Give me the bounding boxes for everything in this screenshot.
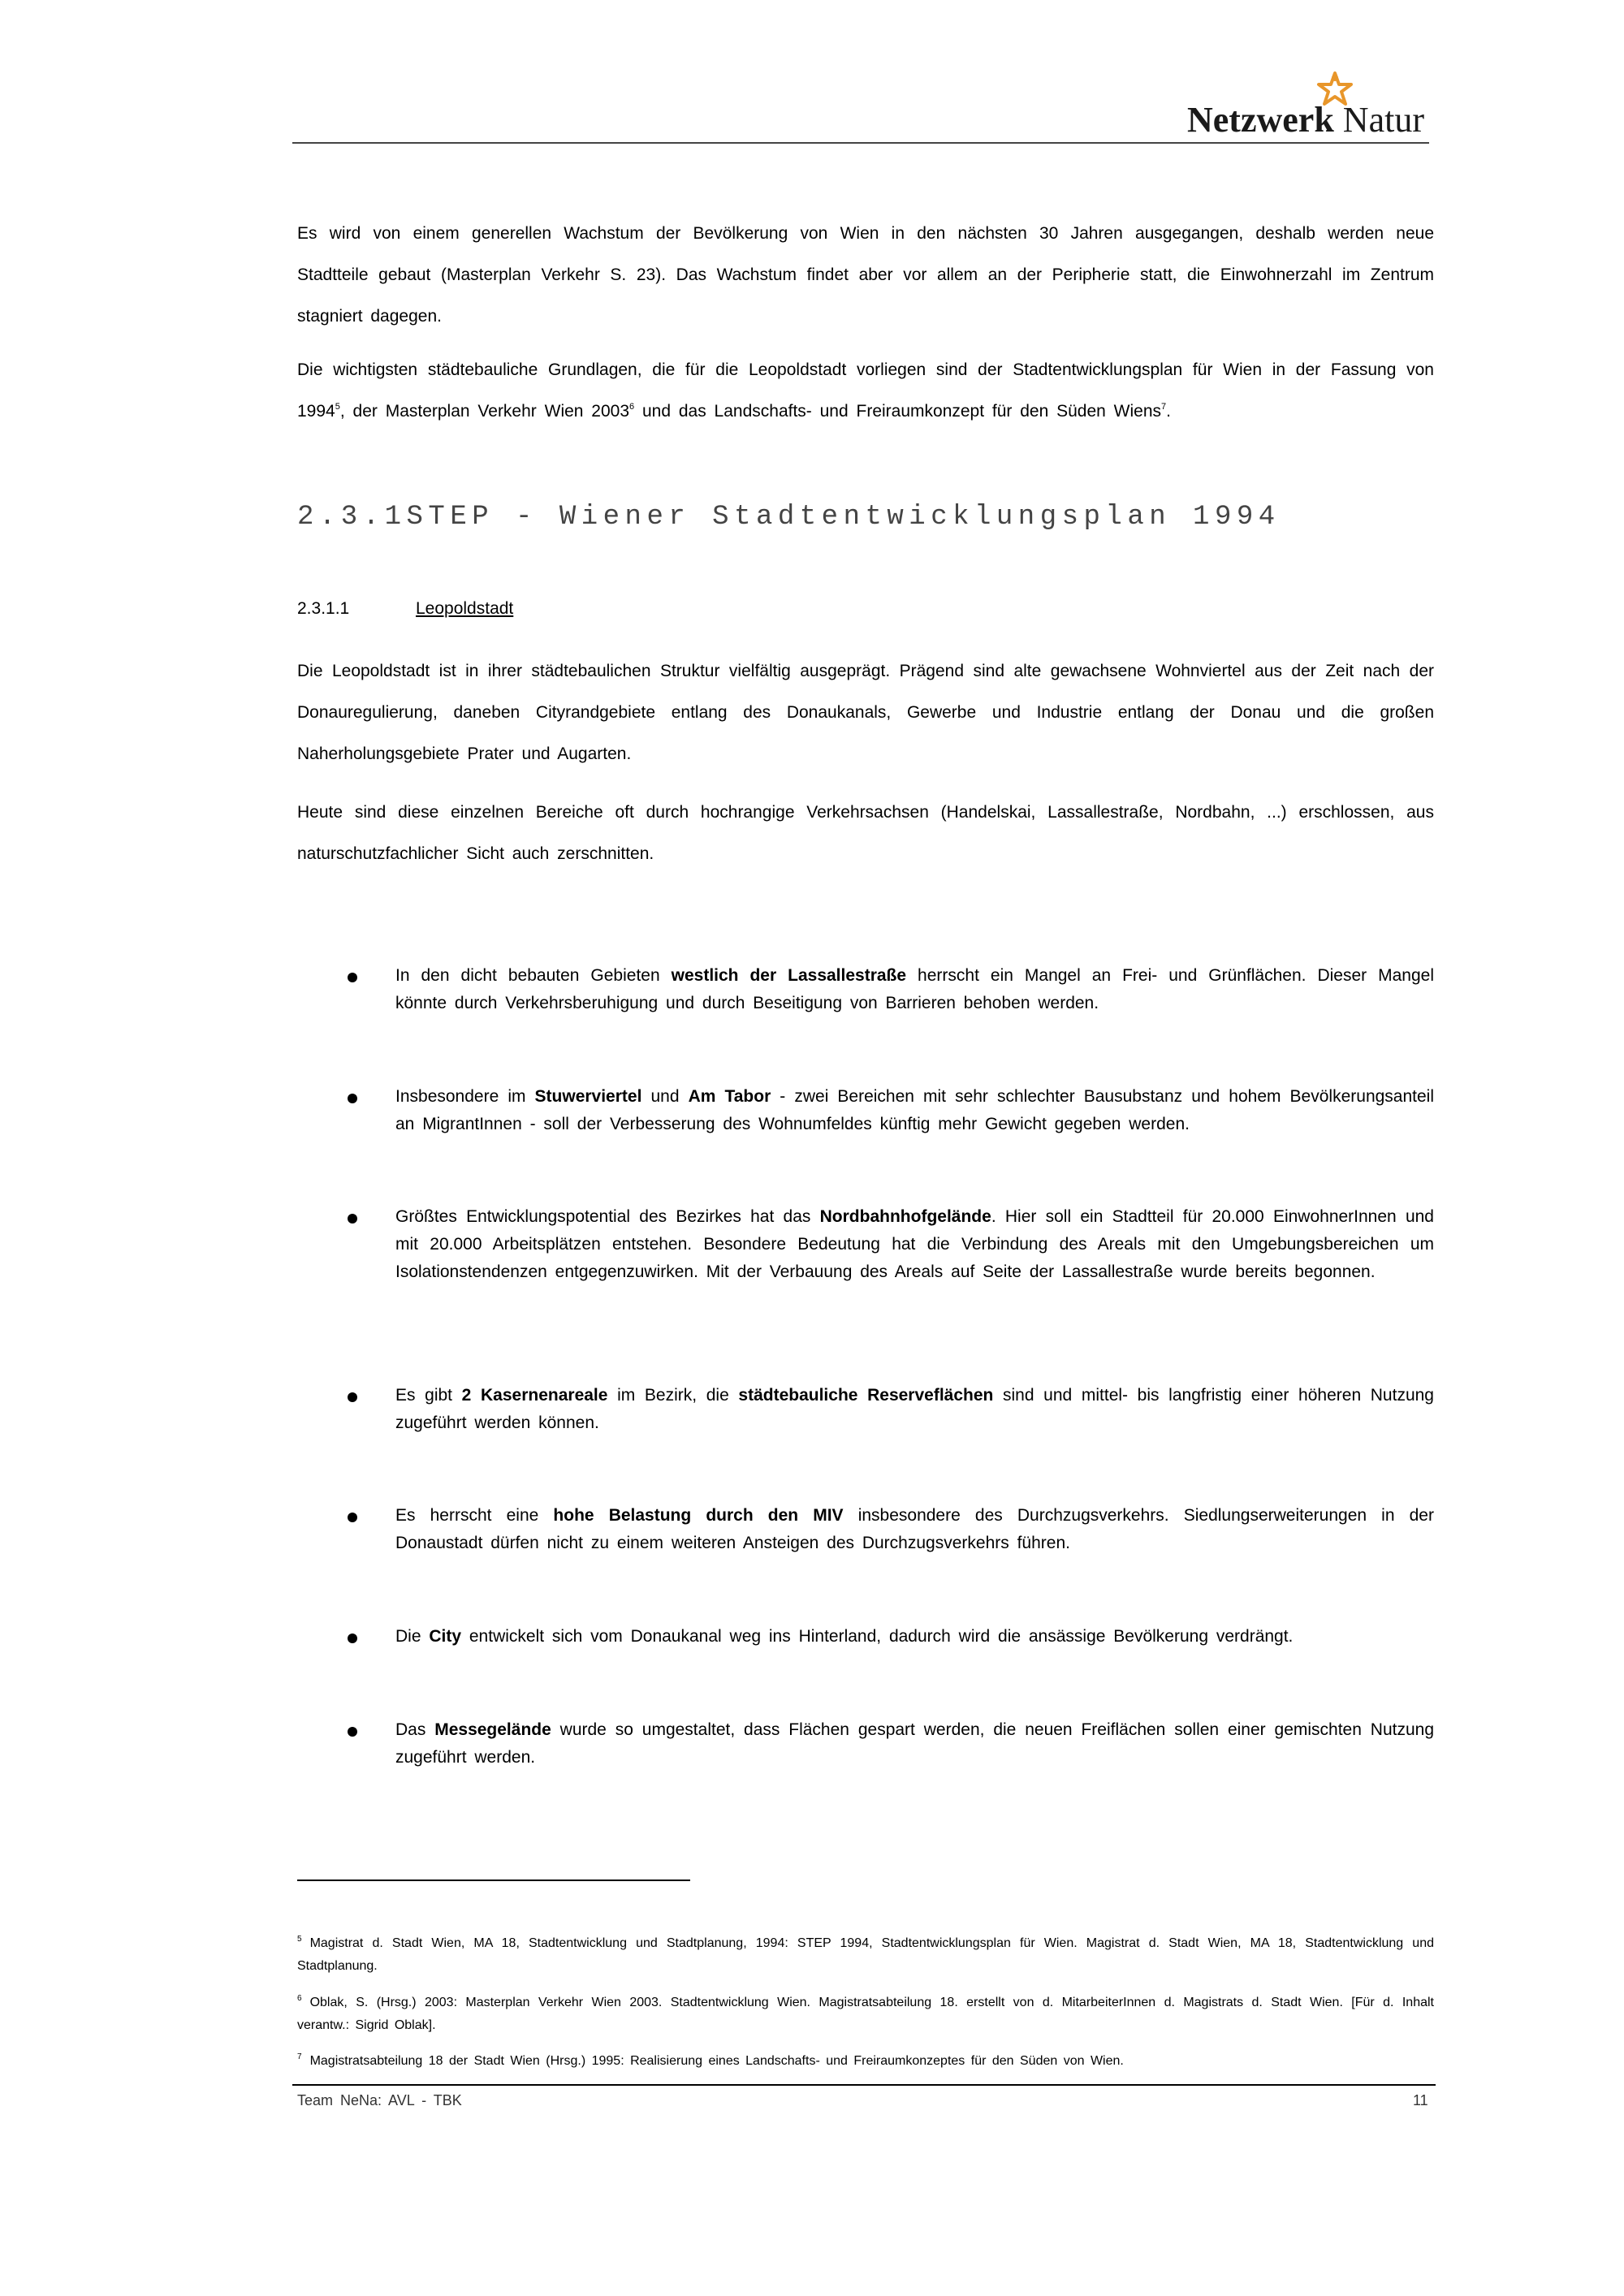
- bullet-text-part: wurde so umgestaltet, dass Flächen gespart werden, die neuen Freiflächen sollen einer gemischten Nutzung zugeführt werden.: [395, 1720, 1434, 1767]
- bullet-text-part: Das: [395, 1720, 435, 1739]
- bullet-item-7: [0, 1716, 1624, 1767]
- bullet-text: [395, 1382, 1434, 1437]
- bullet-text-part: Es herrscht eine: [395, 1506, 554, 1525]
- bullet-dot-icon: [348, 973, 357, 982]
- subsection-title: Leopoldstadt: [416, 599, 514, 618]
- logo-text: [1187, 99, 1424, 140]
- footnote-6: [297, 1992, 1434, 2037]
- bullet-text: [395, 1623, 1434, 1651]
- bullet-text-part: und: [641, 1087, 689, 1106]
- footer-team: Team NeNa: AVL - TBK: [297, 2092, 462, 2108]
- bullet-bold: hohe Belastung durch den MIV: [553, 1506, 844, 1525]
- logo-regular: Natur: [1342, 100, 1424, 140]
- bullet-text-part: Es gibt: [395, 1386, 462, 1405]
- logo-bold: Netzwerk: [1187, 100, 1334, 140]
- subsection-number: 2.3.1.1: [297, 599, 350, 618]
- intro-paragraph-1: Es wird von einem generellen Wachstum der Bevölkerung von Wien in den nächsten 30 Jahren ausgegangen, deshalb werden neue Stadtteile gebaut (Masterplan Verkehr S. 23). Das Wachstum findet aber vor allem an der Peripherie statt, die Einwohnerzahl im Zentrum stagniert dagegen.: [297, 224, 1434, 326]
- bullet-item-2: [0, 1083, 1624, 1133]
- section-paragraph-1: Die Leopoldstadt ist in ihrer städtebaulichen Struktur vielfältig ausgeprägt. Prägend sind alte gewachsene Wohnviertel aus der Zeit nach der Donauregulierung, daneben Cityrandgebiete entlang des Donaukanals, Gewerbe und Industrie entlang der Donau und die großen Naherholungsgebiete Prater und Augarten.: [297, 662, 1434, 763]
- section-paragraph-2: Heute sind diese einzelnen Bereiche oft durch hochrangige Verkehrsachsen (Handelskai, Lassallestraße, Nordbahn, ...) erschlossen, aus naturschutzfachlicher Sicht auch zerschnitten.: [297, 803, 1434, 863]
- bullet-text: [395, 1716, 1434, 1772]
- footnote-7: [297, 2050, 1434, 2073]
- bullet-text-part: insbesondere des Durchzugsverkehrs. Siedlungserweiterungen in der Donaustadt dürfen nicht zu einem weiteren Ansteigen des Durchzugsverkehrs führen.: [395, 1506, 1434, 1552]
- footnote-ref-5[interactable]: 5: [335, 402, 340, 412]
- bullet-item-6: [0, 1623, 1624, 1646]
- footnote-ref-7[interactable]: 7: [1161, 402, 1167, 412]
- bullet-text-part: . Hier soll ein Stadtteil für 20.000 EinwohnerInnen und mit 20.000 Arbeitsplätzen entstehen. Besondere Bedeutung hat die Verbindung des Areals mit den Umgebungsbereichen um Isolationstendenzen entgegenzuwirken. Mit der Verbauung des Areals auf Seite der Lassallestraße wurde bereits begonnen.: [395, 1207, 1434, 1281]
- p2-text-a: Die wichtigsten städtebauliche Grundlagen, die für die Leopoldstadt vorliegen sind der Stadtentwicklungsplan für Wien in der Fassung von 1994: [297, 360, 1434, 421]
- bullet-text: [395, 1083, 1434, 1138]
- page-number: 11: [1413, 2092, 1428, 2108]
- footnote-text: Magistratsabteilung 18 der Stadt Wien (Hrsg.) 1995: Realisierung eines Landschafts- und Freiraumkonzeptes für den Süden von Wien.: [309, 2054, 1124, 2068]
- bullet-text-part: Größtes Entwicklungspotential des Bezirkes hat das: [395, 1207, 820, 1226]
- bullet-dot-icon: [348, 1727, 357, 1737]
- bullet-bold: westlich der Lassallestraße: [671, 966, 907, 985]
- bullet-text-part: entwickelt sich vom Donaukanal weg ins Hinterland, dadurch wird die ansässige Bevölkerung verdrängt.: [461, 1627, 1294, 1646]
- bullet-bold: 2 Kasernenareale: [461, 1386, 608, 1405]
- bullet-dot-icon: [348, 1634, 357, 1643]
- bullet-text-part: sind und mittel- bis langfristig einer höheren Nutzung zugeführt werden können.: [395, 1386, 1434, 1432]
- bullet-text-part: Die: [395, 1627, 430, 1646]
- bullet-item-1: [0, 962, 1624, 1012]
- bullet-bold: Am Tabor: [688, 1087, 771, 1106]
- footnote-number: 7: [297, 2052, 302, 2061]
- netzwerk-natur-logo: [1187, 70, 1431, 143]
- bullet-item-5: [0, 1502, 1624, 1552]
- p2-text-b: , der Masterplan Verkehr Wien 2003: [339, 402, 630, 421]
- bullet-text: [395, 1203, 1434, 1286]
- p2-text-c: und das Landschafts- und Freiraumkonzept für den Süden Wiens: [634, 402, 1162, 421]
- bullet-bold: städtebauliche Reserveflächen: [738, 1386, 994, 1405]
- bullet-text-part: Insbesondere im: [395, 1087, 535, 1106]
- footnote-number: 5: [297, 1935, 302, 1944]
- header-divider: [292, 142, 1429, 144]
- bullet-text: [395, 1502, 1434, 1557]
- footer-divider: [292, 2084, 1436, 2086]
- bullet-text-part: In den dicht bebauten Gebieten: [395, 966, 672, 985]
- footnote-text: Oblak, S. (Hrsg.) 2003: Masterplan Verkehr Wien 2003. Stadtentwicklung Wien. Magistratsabteilung 18. erstellt von d. MitarbeiterInnen d. Magistrats d. Stadt Wien. [Für d. Inhalt verantw.: Sigrid Oblak].: [297, 1996, 1434, 2032]
- footnote-divider: [297, 1880, 690, 1881]
- bullet-dot-icon: [348, 1214, 357, 1224]
- intro-paragraph-2: [297, 349, 1434, 432]
- bullet-bold: Messegelände: [434, 1720, 551, 1739]
- bullet-dot-icon: [348, 1094, 357, 1103]
- bullet-text-part: - zwei Bereichen mit sehr schlechter Bausubstanz und hohem Bevölkerungsanteil an MigrantInnen - soll der Verbesserung des Wohnumfeldes künftig mehr Gewicht gegeben werden.: [395, 1087, 1434, 1133]
- bullet-text: [395, 962, 1434, 1017]
- footnote-number: 6: [297, 1994, 302, 2003]
- bullet-bold: Nordbahnhofgelände: [819, 1207, 991, 1226]
- section-heading: 2.3.1STEP - Wiener Stadtentwicklungsplan 1994: [297, 502, 1281, 533]
- p2-text-d: .: [1166, 402, 1171, 421]
- bullet-item-3: [0, 1203, 1624, 1281]
- footnote-ref-6[interactable]: 6: [629, 402, 635, 412]
- bullet-dot-icon: [348, 1392, 357, 1402]
- bullet-text-part: im Bezirk, die: [607, 1386, 739, 1405]
- bullet-bold: Stuwerviertel: [534, 1087, 642, 1106]
- footnote-text: Magistrat d. Stadt Wien, MA 18, Stadtentwicklung und Stadtplanung, 1994: STEP 1994, Stadtentwicklungsplan für Wien. Magistrat d. Stadt Wien, MA 18, Stadtentwicklung und Stadtplanung.: [297, 1936, 1434, 1973]
- bullet-bold: City: [429, 1627, 462, 1646]
- bullet-dot-icon: [348, 1513, 357, 1522]
- footnote-5: [297, 1932, 1434, 1978]
- bullet-text-part: herrscht ein Mangel an Frei- und Grünflächen. Dieser Mangel könnte durch Verkehrsberuhigung und durch Beseitigung von Barrieren behoben werden.: [395, 966, 1435, 1012]
- bullet-item-4: [0, 1382, 1624, 1432]
